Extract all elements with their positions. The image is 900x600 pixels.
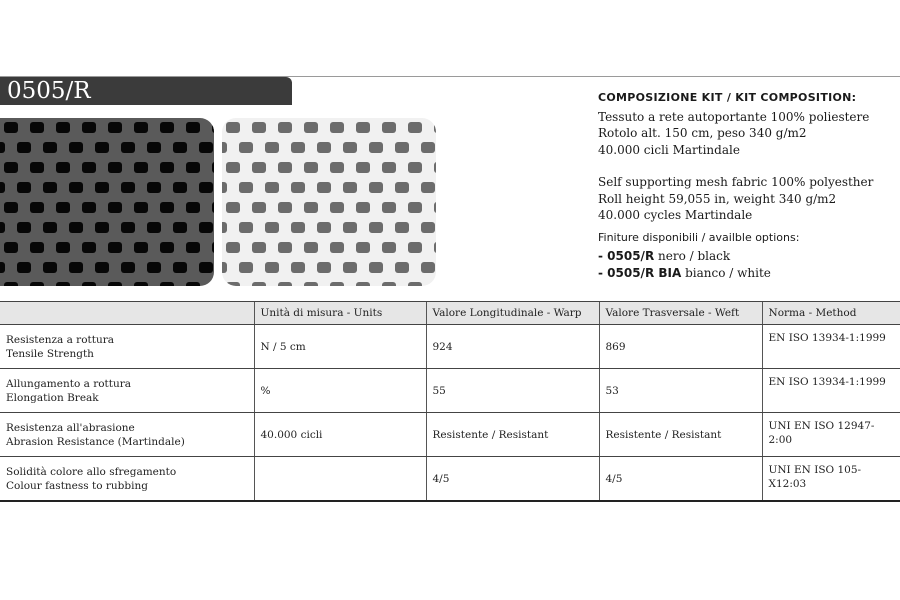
mesh-hole: [421, 222, 435, 233]
warp-cell: 924: [426, 325, 599, 369]
composition-it-line: 40.000 cicli Martindale: [598, 142, 740, 157]
mesh-hole: [278, 242, 292, 253]
header-warp: Valore Longitudinale - Warp: [426, 302, 599, 325]
mesh-hole: [108, 282, 122, 286]
property-en: Tensile Strength: [6, 347, 94, 360]
mesh-hole: [317, 182, 331, 193]
mesh-hole: [160, 202, 174, 213]
mesh-hole: [343, 182, 357, 193]
mesh-hole: [421, 142, 435, 153]
mesh-hole: [226, 122, 240, 133]
mesh-hole: [304, 162, 318, 173]
mesh-hole: [317, 142, 331, 153]
mesh-hole: [108, 202, 122, 213]
method-cell: EN ISO 13934-1:1999: [762, 369, 900, 413]
weft-cell: 53: [599, 369, 762, 413]
mesh-hole: [330, 122, 344, 133]
mesh-hole: [17, 182, 31, 193]
mesh-hole: [421, 182, 435, 193]
mesh-hole: [69, 262, 83, 273]
property-cell: [0, 457, 254, 502]
mesh-hole: [43, 262, 57, 273]
mesh-hole: [147, 262, 161, 273]
mesh-hole: [173, 182, 187, 193]
mesh-hole: [121, 262, 135, 273]
mesh-hole: [30, 202, 44, 213]
mesh-hole: [226, 282, 240, 286]
mesh-hole: [226, 162, 240, 173]
mesh-hole: [95, 142, 109, 153]
mesh-hole: [226, 242, 240, 253]
options-heading: Finiture disponibili / availble options:: [598, 230, 800, 244]
mesh-hole: [199, 262, 213, 273]
mesh-hole: [408, 242, 422, 253]
mesh-hole: [108, 162, 122, 173]
mesh-hole: [330, 282, 344, 286]
mesh-hole: [252, 202, 266, 213]
mesh-hole: [147, 222, 161, 233]
mesh-hole: [395, 182, 409, 193]
header-units: Unità di misura - Units: [254, 302, 426, 325]
black-mesh-swatch: [0, 118, 214, 286]
mesh-hole: [291, 142, 305, 153]
white-mesh-image: [222, 118, 436, 286]
mesh-hole: [43, 142, 57, 153]
table-row: [0, 369, 900, 413]
header-weft: Valore Trasversale - Weft: [599, 302, 762, 325]
mesh-hole: [239, 142, 253, 153]
mesh-hole: [265, 182, 279, 193]
mesh-hole: [95, 262, 109, 273]
mesh-hole: [147, 182, 161, 193]
mesh-hole: [82, 122, 96, 133]
option-white: [598, 265, 898, 282]
mesh-hole: [278, 202, 292, 213]
mesh-hole: [369, 222, 383, 233]
mesh-hole: [0, 222, 5, 233]
mesh-hole: [173, 262, 187, 273]
mesh-hole: [278, 282, 292, 286]
property-it: Resistenza all'abrasione: [6, 421, 135, 434]
mesh-hole: [382, 122, 396, 133]
mesh-hole: [222, 142, 227, 153]
composition-it-line: Rotolo alt. 150 cm, peso 340 g/m2: [598, 126, 807, 140]
property-en: Colour fastness to rubbing: [6, 479, 148, 492]
mesh-hole: [304, 282, 318, 286]
mesh-hole: [356, 162, 370, 173]
mesh-hole: [108, 122, 122, 133]
mesh-hole: [4, 282, 18, 286]
white-mesh-swatch: [222, 118, 436, 286]
property-it: Resistenza a rottura: [6, 333, 114, 346]
mesh-hole: [421, 262, 435, 273]
mesh-hole: [434, 282, 436, 286]
mesh-hole: [17, 142, 31, 153]
mesh-hole: [134, 162, 148, 173]
mesh-hole: [343, 222, 357, 233]
composition-en-line: Roll height 59,055 in, weight 340 g/m2: [598, 191, 837, 206]
composition-en-line: Self supporting mesh fabric 100% polyesther: [598, 175, 874, 189]
composition-en-line: 40.000 cycles Martindale: [598, 208, 753, 222]
mesh-hole: [121, 222, 135, 233]
option-black: [598, 248, 898, 265]
weft-cell: Resistente / Resistant: [599, 413, 762, 457]
composition-it-line: Tessuto a rete autoportante 100% poliestere: [598, 109, 870, 124]
mesh-hole: [356, 242, 370, 253]
mesh-hole: [82, 242, 96, 253]
mesh-hole: [30, 122, 44, 133]
units-cell: N / 5 cm: [254, 325, 426, 369]
mesh-hole: [395, 142, 409, 153]
mesh-hole: [30, 242, 44, 253]
mesh-hole: [226, 202, 240, 213]
black-mesh-image: [0, 118, 214, 286]
mesh-hole: [408, 282, 422, 286]
mesh-hole: [317, 222, 331, 233]
mesh-hole: [160, 242, 174, 253]
mesh-hole: [343, 142, 357, 153]
mesh-hole: [186, 162, 200, 173]
mesh-hole: [69, 222, 83, 233]
product-code-tab: [0, 77, 292, 105]
mesh-hole: [160, 162, 174, 173]
property-it: Allungamento a rottura: [6, 377, 132, 390]
mesh-hole: [252, 242, 266, 253]
weft-cell: 869: [599, 325, 762, 369]
mesh-hole: [30, 282, 44, 286]
mesh-hole: [252, 282, 266, 286]
mesh-hole: [17, 222, 31, 233]
mesh-hole: [69, 182, 83, 193]
mesh-hole: [222, 182, 227, 193]
mesh-hole: [252, 162, 266, 173]
mesh-hole: [239, 262, 253, 273]
property-cell: [0, 369, 254, 413]
warp-cell: 4/5: [426, 457, 599, 502]
mesh-hole: [265, 222, 279, 233]
table-row: [0, 413, 900, 457]
mesh-hole: [43, 182, 57, 193]
mesh-hole: [239, 222, 253, 233]
mesh-hole: [4, 162, 18, 173]
mesh-hole: [369, 142, 383, 153]
mesh-hole: [134, 202, 148, 213]
mesh-hole: [239, 182, 253, 193]
mesh-hole: [95, 222, 109, 233]
header-property: [0, 302, 254, 325]
mesh-hole: [82, 282, 96, 286]
mesh-hole: [304, 202, 318, 213]
mesh-hole: [56, 242, 70, 253]
mesh-hole: [382, 242, 396, 253]
mesh-hole: [186, 122, 200, 133]
mesh-hole: [56, 122, 70, 133]
mesh-hole: [199, 142, 213, 153]
mesh-hole: [291, 182, 305, 193]
warp-cell: 55: [426, 369, 599, 413]
property-en: Elongation Break: [6, 391, 99, 404]
mesh-hole: [212, 282, 214, 286]
mesh-hole: [222, 222, 227, 233]
product-code: 0505/R: [7, 78, 91, 104]
mesh-hole: [330, 162, 344, 173]
units-cell: %: [254, 369, 426, 413]
property-cell: [0, 413, 254, 457]
mesh-hole: [369, 182, 383, 193]
mesh-hole: [108, 242, 122, 253]
warp-cell: Resistente / Resistant: [426, 413, 599, 457]
mesh-hole: [134, 282, 148, 286]
mesh-hole: [330, 202, 344, 213]
mesh-hole: [160, 282, 174, 286]
mesh-hole: [356, 202, 370, 213]
mesh-hole: [173, 222, 187, 233]
option-code: - 0505/R: [598, 249, 655, 263]
mesh-hole: [4, 202, 18, 213]
mesh-hole: [56, 202, 70, 213]
property-en: Abrasion Resistance (Martindale): [6, 435, 185, 448]
specifications-table: [0, 301, 900, 502]
mesh-hole: [356, 122, 370, 133]
mesh-hole: [134, 242, 148, 253]
mesh-hole: [265, 262, 279, 273]
mesh-hole: [56, 282, 70, 286]
mesh-hole: [278, 122, 292, 133]
mesh-hole: [186, 282, 200, 286]
mesh-hole: [382, 162, 396, 173]
composition-heading: COMPOSIZIONE KIT / KIT COMPOSITION:: [598, 91, 857, 104]
weft-cell: 4/5: [599, 457, 762, 502]
mesh-hole: [56, 162, 70, 173]
mesh-hole: [186, 202, 200, 213]
option-label: bianco / white: [681, 265, 771, 280]
mesh-hole: [121, 182, 135, 193]
property-cell: [0, 325, 254, 369]
mesh-hole: [199, 222, 213, 233]
mesh-hole: [222, 262, 227, 273]
mesh-hole: [278, 162, 292, 173]
method-cell: UNI EN ISO 12947-2:00: [762, 413, 900, 457]
units-cell: 40.000 cicli: [254, 413, 426, 457]
mesh-hole: [4, 242, 18, 253]
mesh-hole: [369, 262, 383, 273]
option-code: - 0505/R BIA: [598, 265, 682, 280]
table-row: [0, 457, 900, 502]
mesh-hole: [252, 122, 266, 133]
mesh-hole: [395, 222, 409, 233]
mesh-hole: [356, 282, 370, 286]
header-method: Norma - Method: [762, 302, 900, 325]
table-row: [0, 325, 900, 369]
mesh-hole: [0, 262, 5, 273]
mesh-hole: [382, 282, 396, 286]
mesh-hole: [30, 162, 44, 173]
mesh-hole: [17, 262, 31, 273]
mesh-hole: [0, 142, 5, 153]
mesh-hole: [291, 222, 305, 233]
mesh-hole: [382, 202, 396, 213]
mesh-hole: [173, 142, 187, 153]
mesh-hole: [82, 202, 96, 213]
mesh-hole: [199, 182, 213, 193]
mesh-hole: [186, 242, 200, 253]
mesh-hole: [317, 262, 331, 273]
method-cell: EN ISO 13934-1:1999: [762, 325, 900, 369]
mesh-hole: [0, 182, 5, 193]
mesh-hole: [69, 142, 83, 153]
option-label: nero / black: [654, 249, 731, 263]
mesh-hole: [408, 122, 422, 133]
units-cell: [254, 457, 426, 502]
mesh-hole: [395, 262, 409, 273]
property-it: Solidità colore allo sfregamento: [6, 465, 177, 478]
mesh-hole: [330, 242, 344, 253]
mesh-hole: [265, 142, 279, 153]
mesh-hole: [147, 142, 161, 153]
mesh-hole: [343, 262, 357, 273]
method-cell: UNI EN ISO 105-X12:03: [762, 457, 900, 502]
mesh-hole: [408, 162, 422, 173]
mesh-hole: [291, 262, 305, 273]
mesh-hole: [121, 142, 135, 153]
table-header-row: [0, 302, 900, 325]
mesh-hole: [4, 122, 18, 133]
mesh-hole: [43, 222, 57, 233]
mesh-hole: [304, 242, 318, 253]
mesh-hole: [304, 122, 318, 133]
mesh-hole: [82, 162, 96, 173]
mesh-hole: [95, 182, 109, 193]
composition-panel: [598, 90, 898, 281]
mesh-hole: [134, 122, 148, 133]
mesh-hole: [408, 202, 422, 213]
mesh-hole: [160, 122, 174, 133]
